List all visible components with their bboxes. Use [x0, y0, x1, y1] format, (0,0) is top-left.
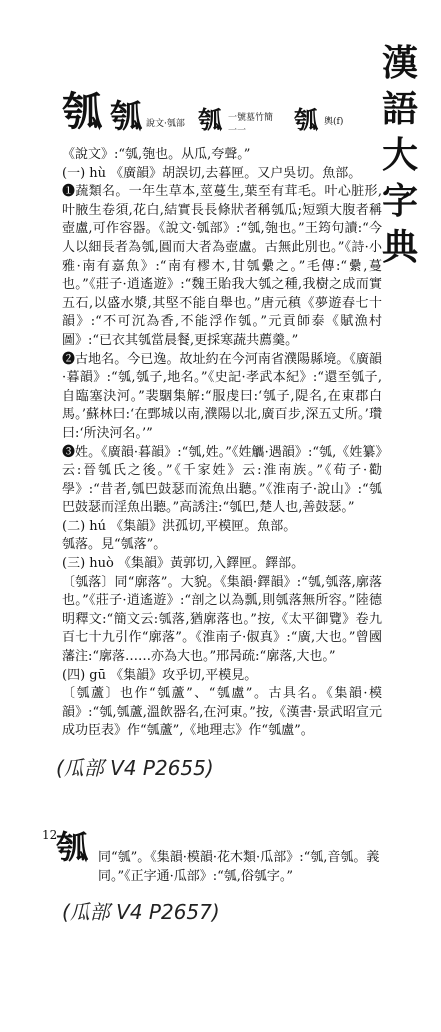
entry-body: [62, 146, 382, 741]
title-char-1: 漢: [381, 42, 418, 84]
entry-para-reading-2-sense: 瓠落。見“瓠落”。: [62, 537, 167, 553]
entry-para-reading-4: (四) gū 《集韻》攻乎切,平模見。: [62, 667, 258, 683]
handwritten-reference-1: (瓜部 V4 P2655): [56, 756, 214, 780]
entry-para-reading-3: (三) huò 《集韻》黃郭切,入鐸匣。鐸部。: [62, 556, 305, 572]
title-char-5: 典: [381, 226, 418, 268]
entry-headword-row: [62, 90, 362, 140]
headword-source-2: 一號墓竹簡一一: [228, 113, 274, 136]
entry-2-body: [98, 836, 398, 899]
headword-source-3: 輿(f): [324, 117, 344, 127]
entry-para-sense-1: ❶蔬類名。一年生草本,莖蔓生,葉至有茸毛。叶心脏形,叶腋生卷須,花白,結實長長條狀者稱瓠瓜;短頸大腹者稱壺盧,可作容器。《說文·瓠部》:“瓠,匏也。”王筠句讀:“今人以細長者為瓠,圓而大者為壺盧。古無此別也。”《詩·小雅·南有嘉魚》:“南有樛木,甘瓠纍之。”毛傳:“纍,蔓也。”《莊子·逍遙遊》:“魏王貽我大瓠之種,我樹之成而實五石,以盛水漿,其堅不能自舉也。”唐元稹《夢遊春七十韻》:“不可沉為香,不能浮作瓠。”元貢師泰《賦漁村圖》:“已衣其瓠當晨餐,更採寒蔬共薦羹。”: [62, 184, 382, 348]
headword-source-1: 說文·瓠部: [146, 119, 185, 129]
entry-para-reading-4-sense: 〔瓠蘆〕也作“瓠蘆”、“瓠盧”。古具名。《集韻·模韻》:“瓠,瓠蘆,溫飲器名,在河東。”按,《漢書·景武昭宣元成功臣表》作“瓠蘆”,《地理志》作“瓠盧”。: [62, 686, 382, 739]
headword-variant-2: 瓠: [198, 105, 222, 134]
title-char-2: 語: [381, 88, 418, 130]
entry-para-sense-2: ❷古地名。今已逸。故址約在今河南省濮陽縣境。《廣韻·暮韻》:“瓠,瓠子,地名。”《史記·孝武本紀》:“還至瓠子,自臨塞決河。”裴駰集解:“服虔曰:‘瓠子,隄名,在東郡白馬。’蘇林曰:‘在鄄城以南,濮陽以北,廣百步,深五丈所。’瓚曰:‘所決河名。’”: [62, 351, 382, 441]
title-char-4: 字: [381, 180, 418, 222]
entry-para-sense-3: ❸姓。《廣韻·暮韻》:“瓠,姓。”《姓觿·遇韻》:“瓠,《姓纂》云:晉瓠氏之後。”《千家姓》云:淮南族。”《荀子·勸學》:“昔者,瓠巴鼓瑟而流魚出聽。”《淮南子·說山》:“瓠巴鼓瑟而淫魚出聽。”高誘注:“瓠巴,楚人也,善鼓瑟。”: [62, 444, 382, 516]
title-char-3: 大: [381, 134, 418, 176]
headword-variant-1: 瓠: [110, 97, 143, 135]
entry-2-para: 同“瓠”。《集韻·模韻·花木類·瓜部》:“瓠,音瓠。義同。”《正字通·瓜部》:“瓠,俗瓠字。”: [98, 850, 380, 884]
entry-para-shuowen: 《說文》:“瓠,匏也。从瓜,夸聲。”: [62, 147, 251, 162]
dictionary-title: [376, 40, 424, 270]
headword-seal: 瓠: [62, 88, 102, 135]
handwritten-reference-2: (瓜部 V4 P2657): [62, 900, 220, 924]
headword-variant-3: 瓠: [294, 105, 318, 134]
headword-2: 瓠: [56, 828, 89, 866]
entry-para-reading-1: (一) hù 《廣韻》胡誤切,去暮匣。又户吳切。魚部。: [62, 165, 362, 181]
entry-para-reading-2: (二) hú 《集韻》洪孤切,平模匣。魚部。: [62, 518, 297, 534]
stroke-count-label: 12: [42, 828, 58, 842]
entry-para-reading-3-sense: 〔瓠落〕同“廓落”。大貌。《集韻·鐸韻》:“瓠,瓠落,廓落也。”《莊子·逍遙遊》:“剖之以為瓢,則瓠落無所容。”陸德明釋文:“簡文云:瓠落,猶廓落也。”按,《太平御覽》卷九百七十九引作“廓落”。《淮南子·俶真》:“廣,大也。”曾國藩注:“廓落……亦為大也。”邢昺疏:“廓落,大也。”: [62, 574, 382, 665]
